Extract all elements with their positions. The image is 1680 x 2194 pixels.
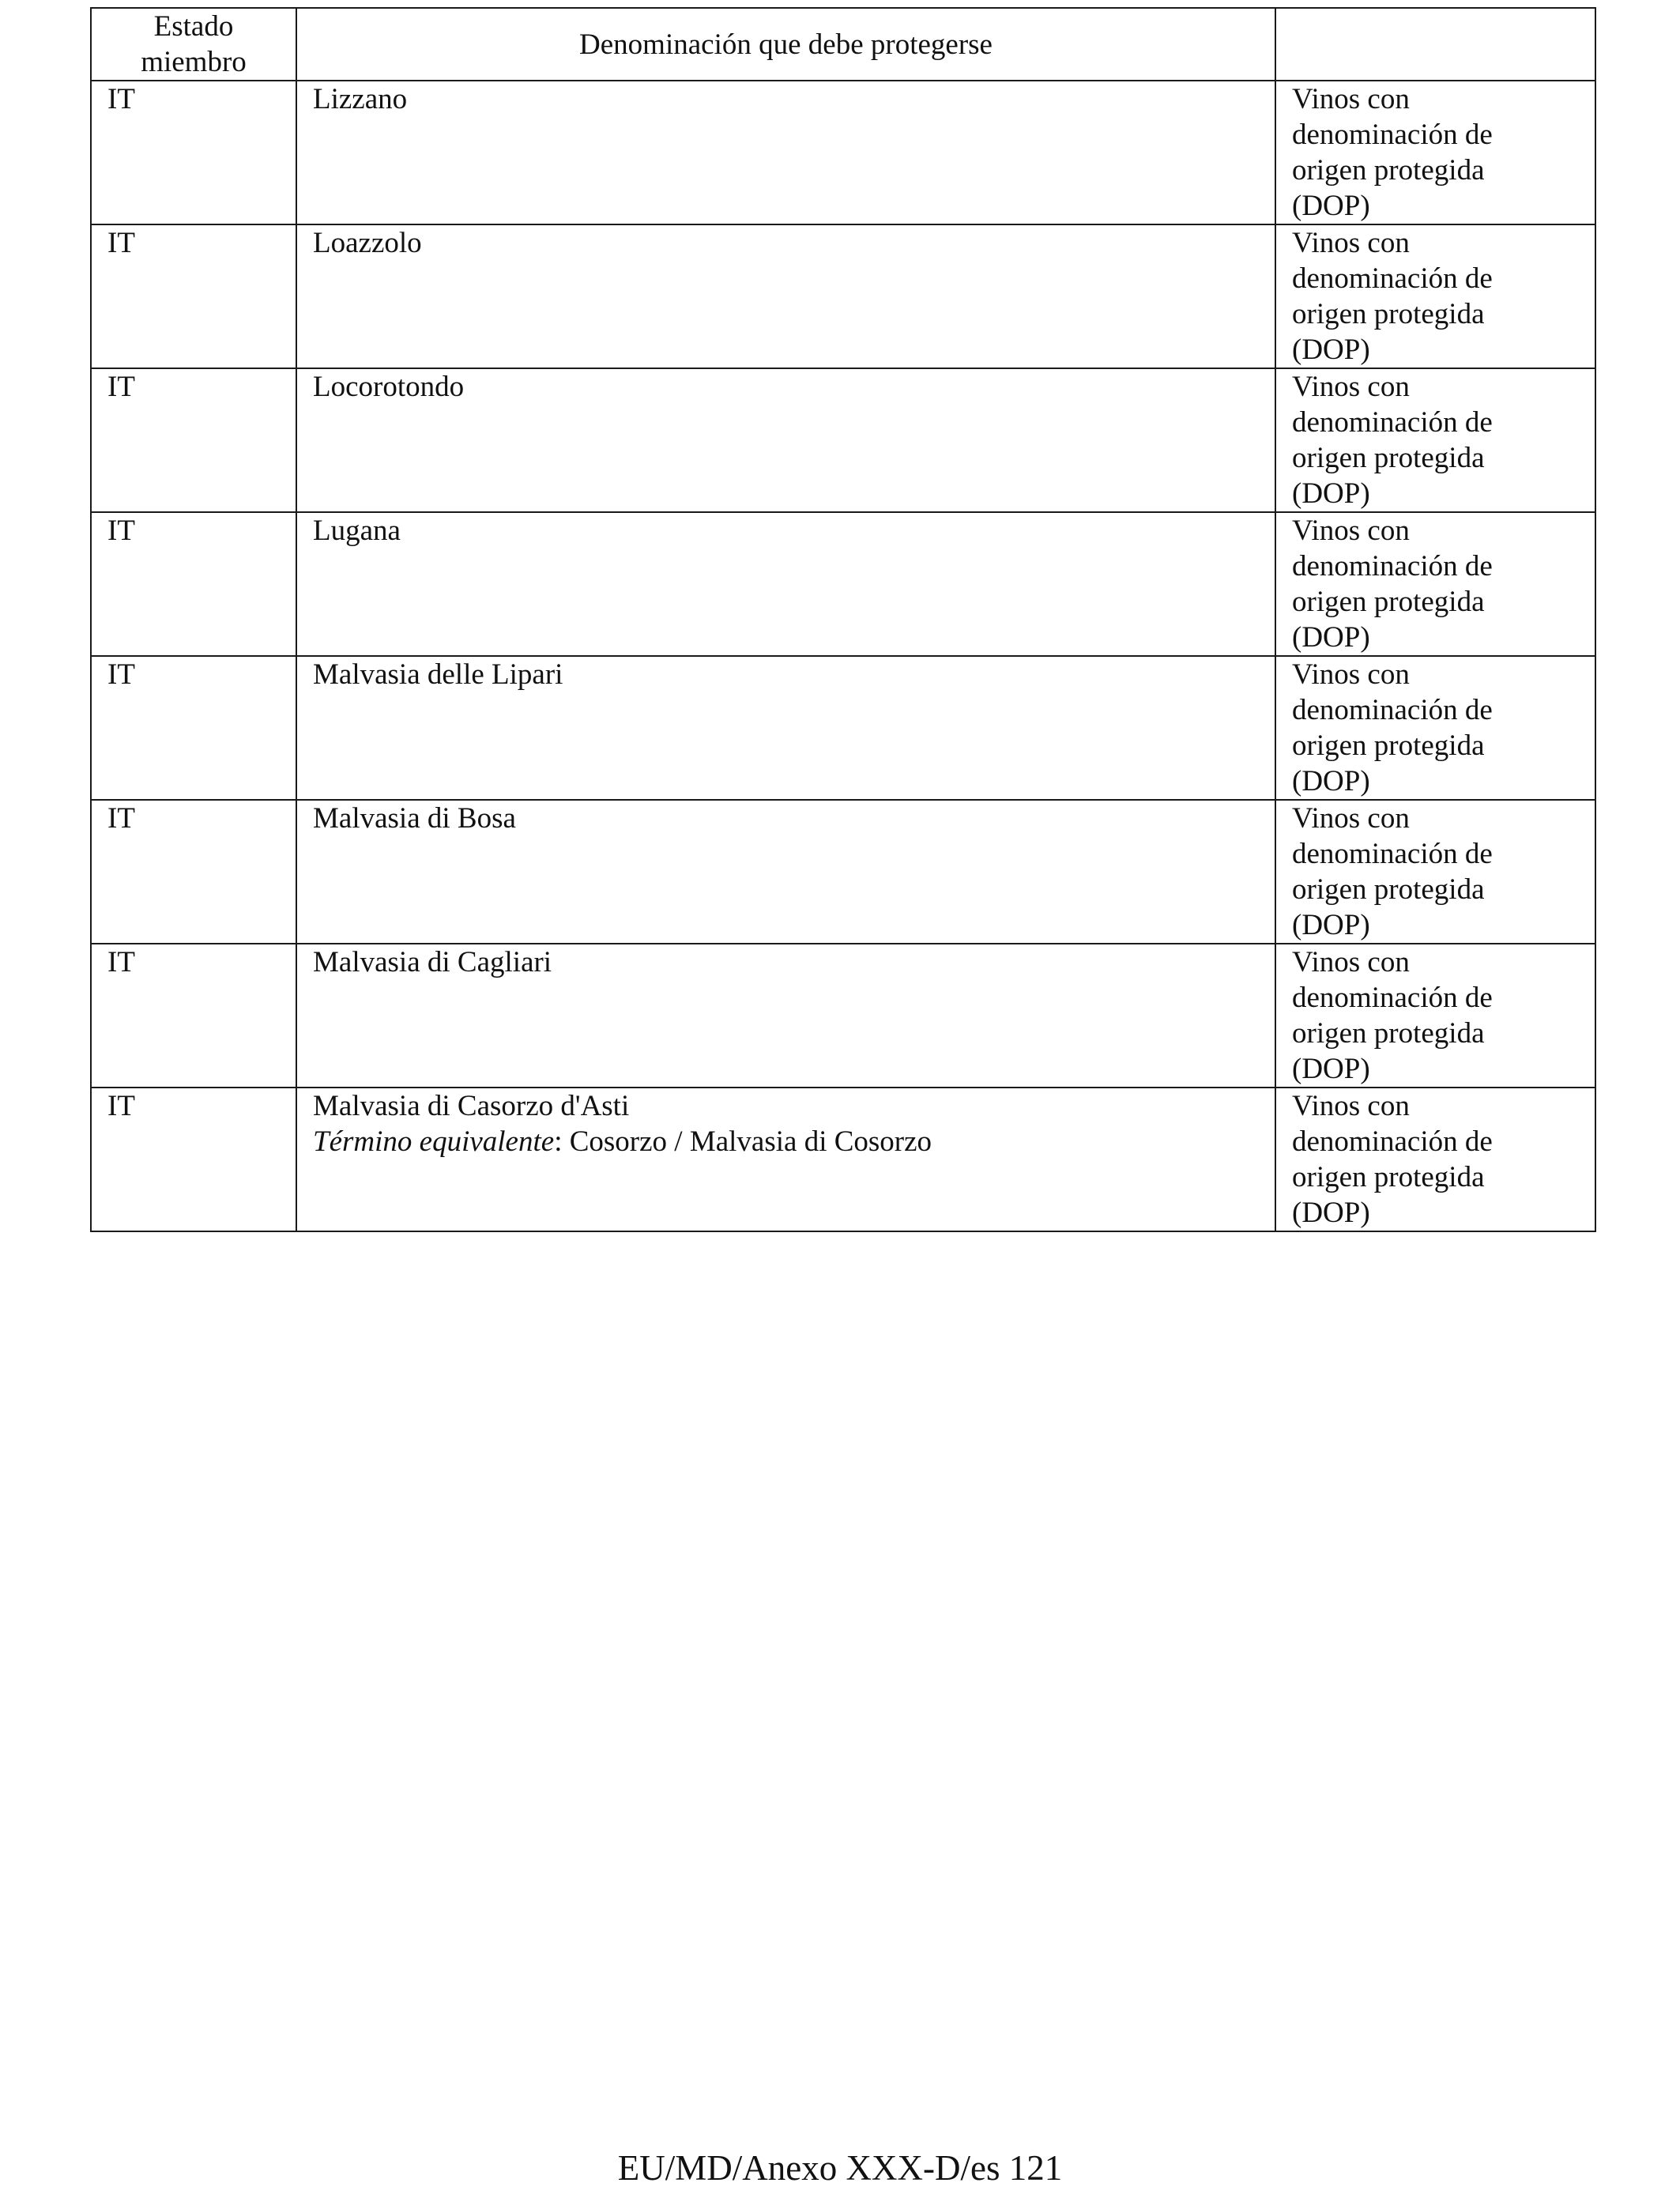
cell-protected-name: Lizzano [296,81,1275,224]
category-line: Vinos con [1292,227,1410,259]
category-line: Vinos con [1292,1090,1410,1122]
protected-names-table [90,7,1596,1232]
category-line: denominación de [1292,838,1493,870]
category-line: Vinos con [1292,802,1410,835]
category-line: Vinos con [1292,658,1410,691]
category-line: Vinos con [1292,371,1410,403]
category-line: denominación de [1292,1125,1493,1158]
protected-name-text: Malvasia di Casorzo d'Asti [313,1090,630,1122]
category-line: Vinos con [1292,946,1410,978]
category-line: denominación de [1292,406,1493,439]
category-line: origen protegida [1292,1017,1485,1050]
cell-category [1275,656,1595,800]
cell-member-state: IT [91,512,296,656]
table-row [91,656,1595,800]
category-line: origen protegida [1292,729,1485,762]
category-line: (DOP) [1292,334,1370,366]
category-line: (DOP) [1292,1053,1370,1085]
cell-protected-name: Lugana [296,512,1275,656]
category-line: denominación de [1292,262,1493,295]
category-line: (DOP) [1292,621,1370,654]
table-row [91,512,1595,656]
cell-member-state: IT [91,656,296,800]
cell-protected-name: Locorotondo [296,368,1275,512]
table-header-row [91,8,1595,81]
category-line: Vinos con [1292,83,1410,115]
cell-protected-name: Malvasia di Bosa [296,800,1275,944]
category-line: (DOP) [1292,909,1370,941]
page-footer-reference: EU/MD/Anexo XXX-D/es 121 [617,2148,1063,2188]
cell-protected-name: Loazzolo [296,224,1275,368]
table-row [91,800,1595,944]
header-member-state: Estado miembro [91,8,296,81]
cell-member-state: IT [91,368,296,512]
category-line: origen protegida [1292,873,1485,906]
cell-member-state: IT [91,944,296,1088]
category-line: (DOP) [1292,1197,1370,1229]
cell-category [1275,224,1595,368]
equivalent-term-text: : Cosorzo / Malvasia di Cosorzo [554,1125,932,1158]
equivalent-term [313,1124,1259,1159]
category-line: (DOP) [1292,190,1370,222]
category-line: origen protegida [1292,154,1485,187]
cell-category [1275,1088,1595,1231]
equivalent-term-label: Término equivalente [313,1125,555,1158]
table-row [91,944,1595,1088]
header-category [1275,8,1595,81]
cell-category [1275,512,1595,656]
table-row [91,1088,1595,1231]
cell-protected-name [296,1088,1275,1231]
category-line: origen protegida [1292,1161,1485,1193]
category-line: (DOP) [1292,477,1370,510]
category-line: origen protegida [1292,442,1485,474]
cell-member-state: IT [91,1088,296,1231]
cell-category [1275,800,1595,944]
table-row [91,81,1595,224]
table-row [91,224,1595,368]
cell-category [1275,81,1595,224]
category-line: denominación de [1292,119,1493,151]
category-line: denominación de [1292,550,1493,582]
cell-member-state: IT [91,800,296,944]
table-row [91,368,1595,512]
cell-category [1275,368,1595,512]
category-line: denominación de [1292,694,1493,726]
cell-category [1275,944,1595,1088]
cell-member-state: IT [91,81,296,224]
category-line: origen protegida [1292,298,1485,330]
category-line: (DOP) [1292,765,1370,797]
category-line: Vinos con [1292,515,1410,547]
header-protected-name: Denominación que debe protegerse [296,8,1275,81]
category-line: origen protegida [1292,586,1485,618]
category-line: denominación de [1292,982,1493,1014]
cell-member-state: IT [91,224,296,368]
cell-protected-name: Malvasia delle Lipari [296,656,1275,800]
cell-protected-name: Malvasia di Cagliari [296,944,1275,1088]
